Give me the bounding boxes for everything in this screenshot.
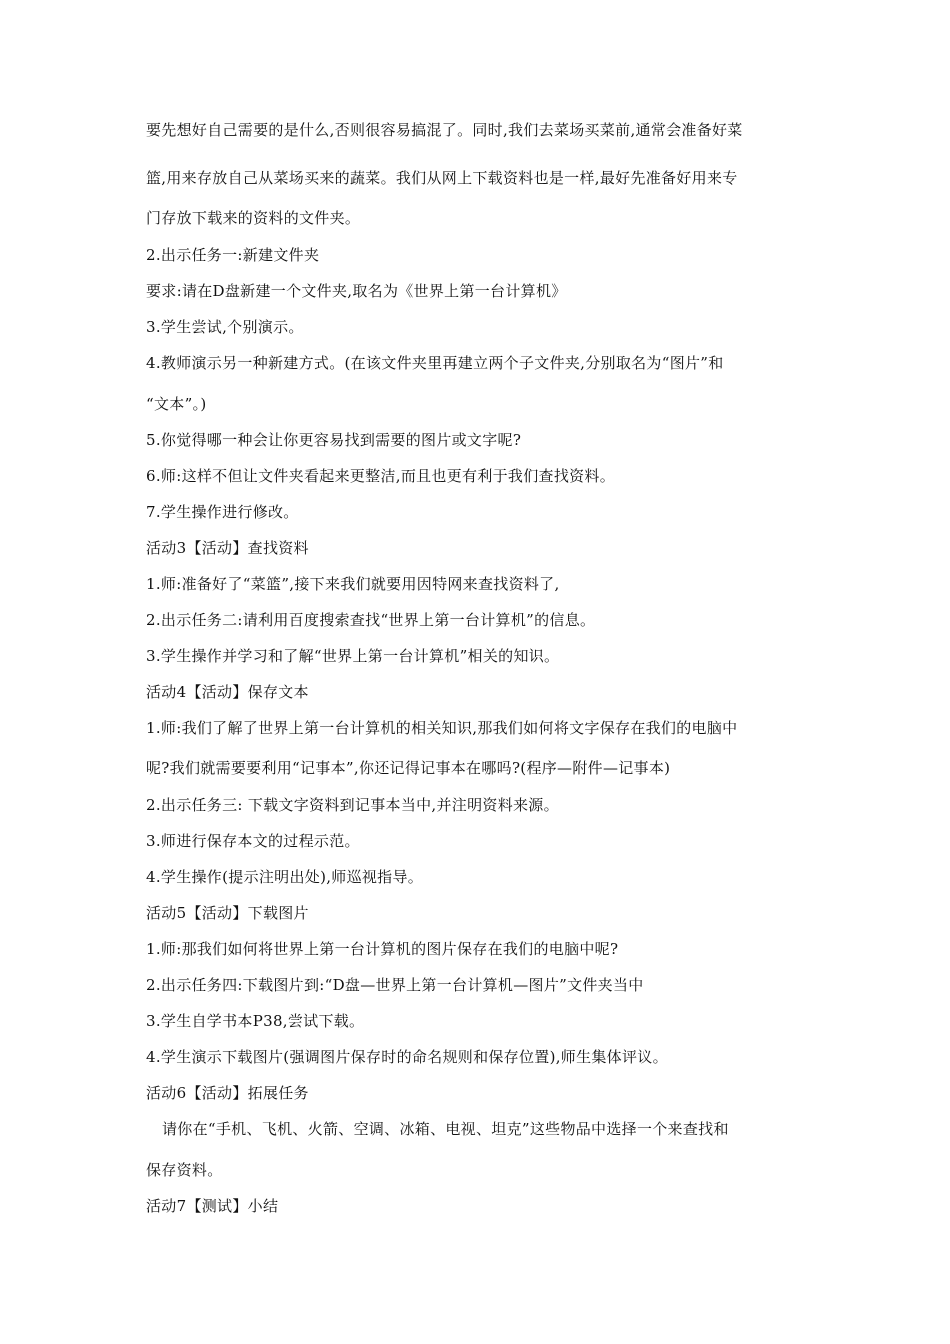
step-line: 4.学生操作(提示注明出处),师巡视指导。 (146, 868, 424, 886)
step-line: 2.出示任务四:下载图片到:“D盘—世界上第一台计算机—图片”文件夹当中 (146, 976, 644, 994)
step-line: 4.教师演示另一种新建方式。(在该文件夹里再建立两个子文件夹,分别取名为“图片”和 (146, 354, 724, 372)
step-line: 1.师:我们了解了世界上第一台计算机的相关知识,那我们如何将文字保存在我们的电脑中 (146, 719, 738, 737)
activity-heading: 活动3【活动】查找资料 (146, 539, 309, 557)
step-line: 3.师进行保存本文的过程示范。 (146, 832, 360, 850)
activity-heading: 活动4【活动】保存文本 (146, 683, 309, 701)
step-line: 1.师:那我们如何将世界上第一台计算机的图片保存在我们的电脑中呢? (146, 940, 619, 958)
step-line: 3.学生自学书本P38,尝试下载。 (146, 1012, 365, 1030)
step-line: 7.学生操作进行修改。 (146, 503, 299, 521)
step-line: 1.师:准备好了“菜篮”,接下来我们就要用因特网来查找资料了, (146, 575, 560, 593)
paragraph-line: 篮,用来存放自己从菜场买来的蔬菜。我们从网上下载资料也是一样,最好先准备好用来专 (146, 169, 738, 187)
step-line: 4.学生演示下载图片(强调图片保存时的命名规则和保存位置),师生集体评议。 (146, 1048, 668, 1066)
step-line: 5.你觉得哪一种会让你更容易找到需要的图片或文字呢? (146, 431, 522, 449)
requirement-line: 要求:请在D盘新建一个文件夹,取名为《世界上第一台计算机》 (146, 282, 567, 300)
activity-heading: 活动5【活动】下载图片 (146, 904, 309, 922)
activity-heading: 活动7【测试】小结 (146, 1197, 279, 1215)
task-line: 2.出示任务一:新建文件夹 (146, 246, 320, 264)
paragraph-line-continued: 保存资料。 (146, 1161, 223, 1179)
step-line: 6.师:这样不但让文件夹看起来更整洁,而且也更有利于我们查找资料。 (146, 467, 616, 485)
paragraph-line: 门存放下载来的资料的文件夹。 (146, 209, 361, 227)
paragraph-line: 要先想好自己需要的是什么,否则很容易搞混了。同时,我们去菜场买菜前,通常会准备好菜 (146, 121, 743, 139)
step-line-continued: “文本”。) (146, 395, 207, 413)
step-line: 2.出示任务三: 下载文字资料到记事本当中,并注明资料来源。 (146, 796, 559, 814)
step-line: 3.学生尝试,个别演示。 (146, 318, 304, 336)
step-line-continued: 呢?我们就需要要利用“记事本”,你还记得记事本在哪吗?(程序—附件—记事本) (146, 759, 671, 777)
step-line: 3.学生操作并学习和了解“世界上第一台计算机”相关的知识。 (146, 647, 560, 665)
step-line: 2.出示任务二:请利用百度搜索查找“世界上第一台计算机”的信息。 (146, 611, 596, 629)
activity-heading: 活动6【活动】拓展任务 (146, 1084, 309, 1102)
paragraph-line: 请你在“手机、飞机、火箭、空调、冰箱、电视、坦克”这些物品中选择一个来查找和 (162, 1120, 729, 1138)
